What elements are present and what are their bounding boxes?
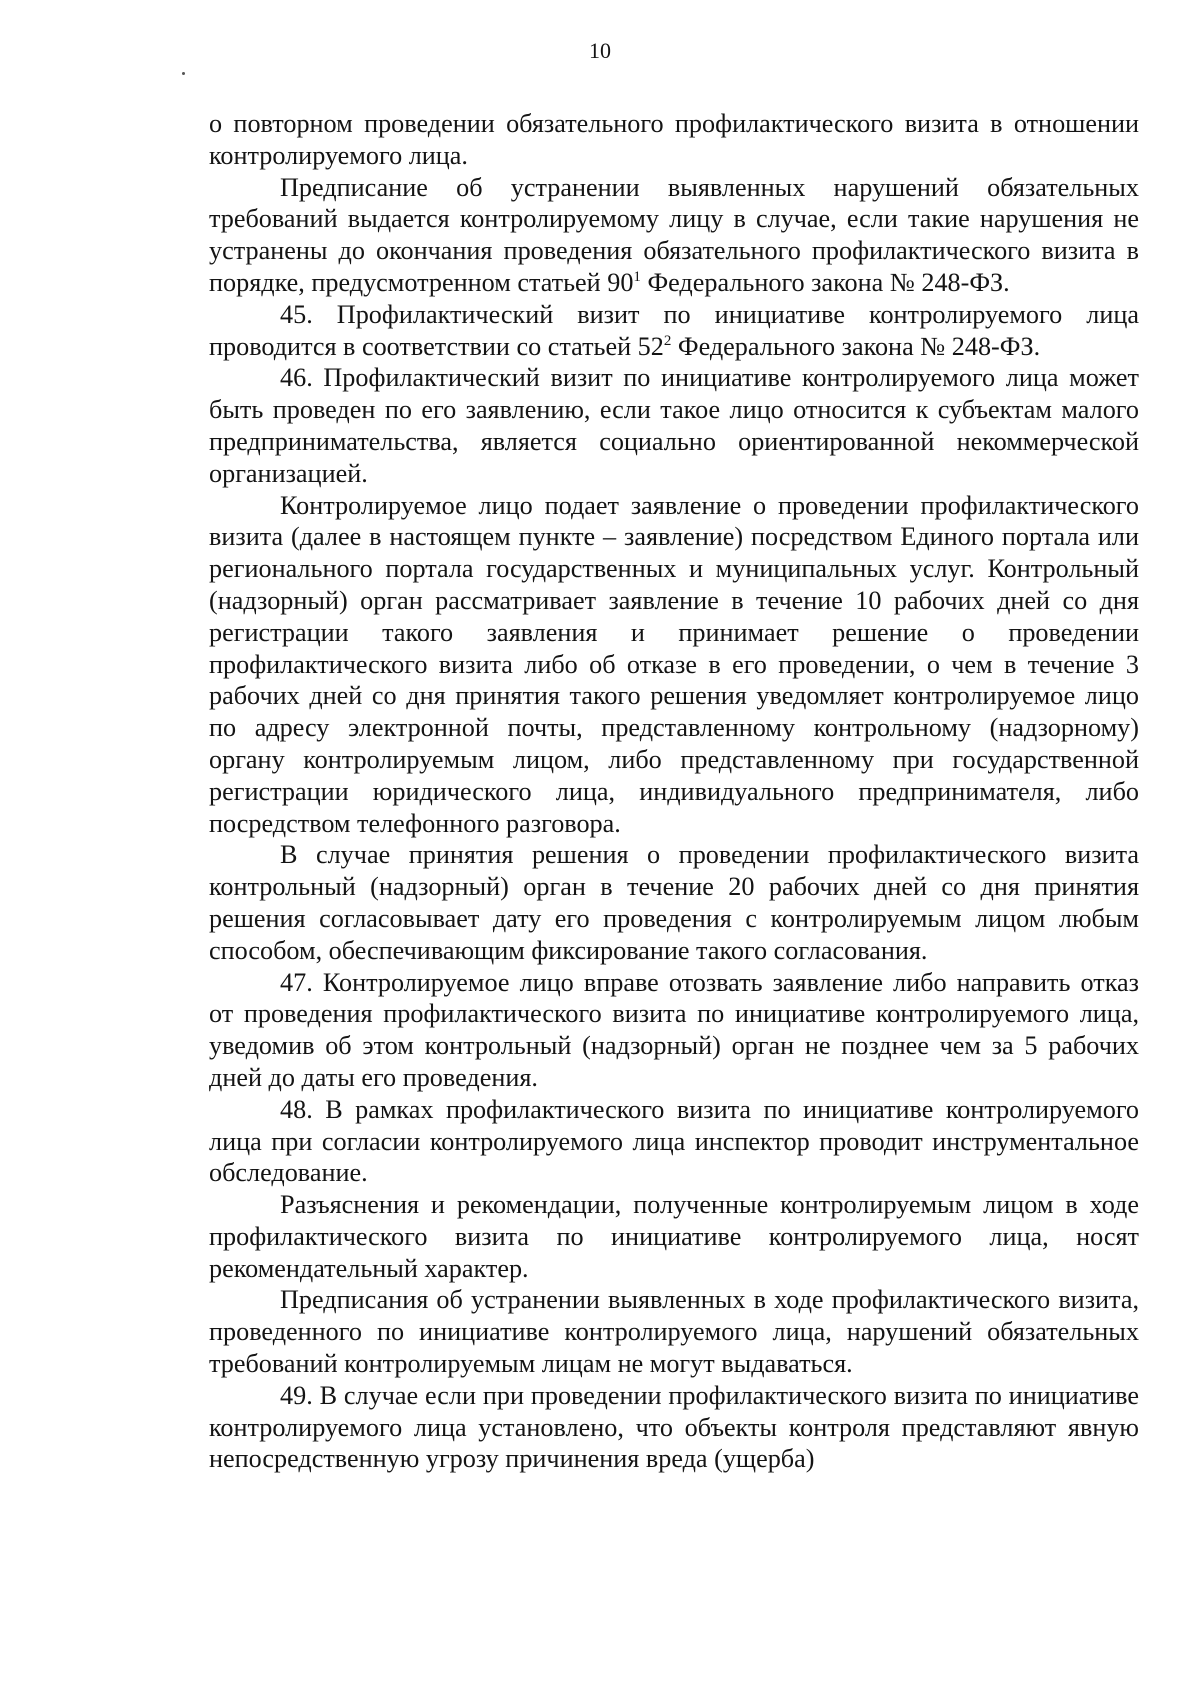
document-body <box>209 108 1139 1475</box>
paragraph-text: 45. Профилактический визит по инициативе контролируемого лица проводится в соответствии со статьей 52 <box>209 299 1139 361</box>
paragraph-item-45 <box>209 299 1139 363</box>
paragraph-application: Контролируемое лицо подает заявление о проведении профилактического визита (далее в настоящем пункте – заявление) посредством Единого портала или регионального портала государственных и муниципальных услуг. Контрольный (надзорный) орган рассматривает заявление в течение 10 рабочих дней со дня регистрации такого заявления и принимает решение о проведении профилактического визита либо об отказе в его проведении, о чем в течение 3 рабочих дней со дня принятия такого решения уведомляет контролируемое лицо по адресу электронной почты, представленному контрольному (надзорному) органу контролируемым лицом, либо представленному при государственной регистрации юридического лица, индивидуального предпринимателя, либо посредством телефонного разговора. <box>209 490 1139 838</box>
paragraph-continuation: о повторном проведении обязательного профилактического визита в отношении контролируемого лица. <box>209 109 1139 170</box>
paragraph-item-46: 46. Профилактический визит по инициативе контролируемого лица может быть проведен по его заявлению, если такое лицо относится к субъектам малого предпринимательства, является социально ориентированной некоммерческой организацией. <box>209 363 1139 488</box>
paragraph-recommendations: Разъяснения и рекомендации, полученные контролируемым лицом в ходе профилактического визита по инициативе контролируемого лица, носят рекомендательный характер. <box>209 1190 1139 1283</box>
paragraph-text: Федерального закона № 248-ФЗ. <box>671 331 1041 361</box>
paragraph-text: Предписание об устранении выявленных нарушений обязательных требований выдается контролируемому лицу в случае, если такие нарушения не устранены до окончания проведения обязательного профилактического визита в порядке, предусмотренном статьей 90 <box>209 172 1139 297</box>
paragraph-prescription <box>209 172 1139 299</box>
paragraph-prescriptions: Предписания об устранении выявленных в ходе профилактического визита, проведенного по инициативе контролируемого лица, нарушений обязательных требований контролируемым лицам не могут выдаваться. <box>209 1285 1139 1379</box>
scan-dot <box>182 72 185 75</box>
paragraph-text: Федерального закона № 248-ФЗ. <box>640 267 1010 297</box>
paragraph-item-49: 49. В случае если при проведении профилактического визита по инициативе контролируемого лица установлено, что объекты контроля представляют явную непосредственную угрозу причинения вреда (ущерба) <box>209 1380 1139 1474</box>
paragraph-item-48: 48. В рамках профилактического визита по инициативе контролируемого лица при согласии контролируемого лица инспектор проводит инструментальное обследование. <box>209 1094 1139 1188</box>
superscript: 2 <box>663 332 672 349</box>
page-number: 10 <box>589 38 611 63</box>
paragraph-item-47: 47. Контролируемое лицо вправе отозвать заявление либо направить отказ от проведения профилактического визита по инициативе контролируемого лица, уведомив об этом контрольный (надзорный) орган не позднее чем за 5 рабочих дней до даты его проведения. <box>209 967 1139 1092</box>
superscript: 1 <box>633 268 641 285</box>
paragraph-decision: В случае принятия решения о проведении профилактического визита контрольный (надзорный) орган в течение 20 рабочих дней со дня принятия решения согласовывает дату его проведения с контролируемым лицом любым способом, обеспечивающим фиксирование такого согласования. <box>209 840 1139 965</box>
